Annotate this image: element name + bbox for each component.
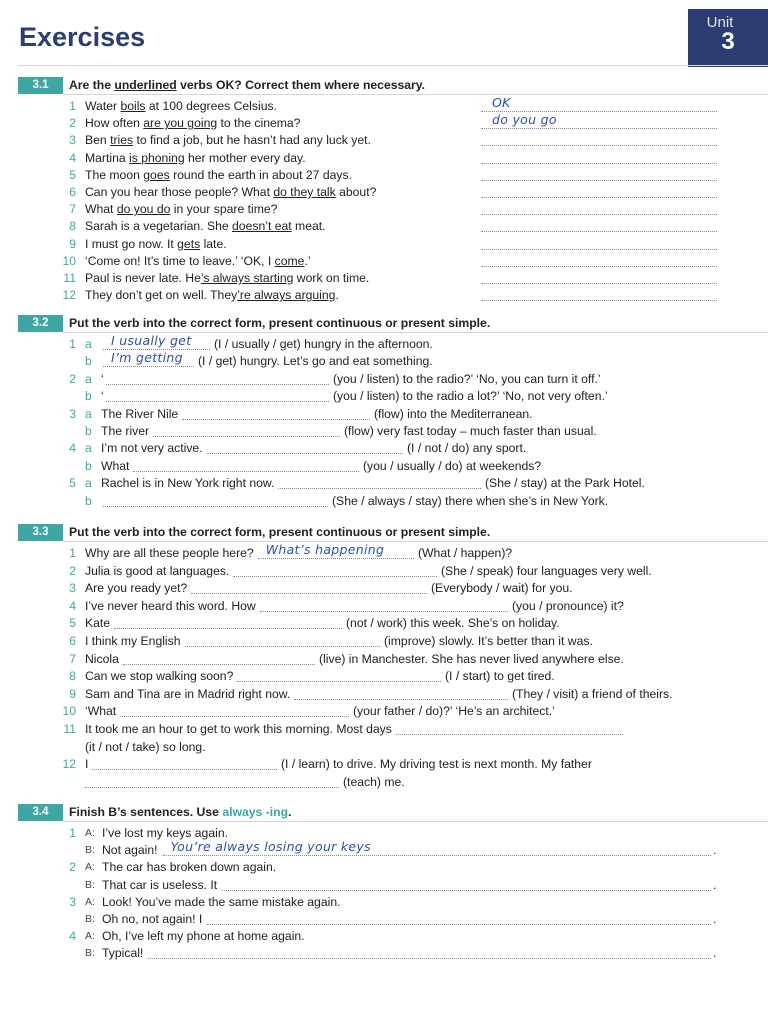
item-hint: (you / listen) to the radio a lot?’ ‘No, not very often.’: [333, 389, 608, 404]
unit-label: Unit: [706, 14, 734, 31]
item-sentence: [85, 218, 326, 235]
item-letter: b: [85, 424, 92, 438]
exercise-item: [0, 423, 768, 440]
exercise-item: [0, 475, 768, 492]
underlined-verb: gets: [177, 236, 201, 251]
item-number: 3: [69, 894, 76, 909]
item-letter: b: [85, 389, 92, 404]
sentence-part: in your spare time?: [170, 202, 278, 217]
exercise-item: [0, 406, 768, 423]
handwritten-answer: I’m getting: [111, 350, 183, 366]
answer-blank[interactable]: [233, 576, 437, 577]
answer-blank[interactable]: [114, 628, 342, 629]
exercise-instruction: Put the verb into the correct form, present continuous or present simple.: [69, 525, 491, 539]
item-sentence: [85, 132, 371, 149]
sentence-part: .’: [304, 253, 311, 268]
answer-blank[interactable]: [258, 558, 414, 559]
item-hint: (live) in Manchester. She has never lived anywhere else.: [319, 651, 624, 666]
item-prompt: The River Nile: [101, 406, 179, 421]
item-number: 9: [69, 686, 76, 701]
exercise-item: [0, 167, 768, 184]
item-hint: (not / work) this week. She’s on holiday.: [346, 616, 560, 631]
item-sentence: [85, 236, 227, 253]
speaker-b-label: B:: [85, 844, 95, 857]
item-prompt: I’ve never heard this word. How: [85, 598, 256, 613]
sentence-part: ‘Come on! It’s time to leave.’ ‘OK, I: [85, 253, 275, 268]
dialogue-line-a: [0, 859, 768, 876]
exercise-header: [0, 315, 768, 332]
exercise-item: [0, 756, 768, 773]
answer-blank[interactable]: [185, 646, 380, 647]
speaker-b-line: Oh no, not again! I: [102, 912, 203, 926]
item-number: 12: [62, 288, 76, 303]
exercise-item: [0, 184, 768, 201]
dialogue-line-b: [0, 945, 768, 962]
exercise-item: [0, 350, 768, 370]
exercise-item: [0, 440, 768, 457]
sentence-part: Ben: [85, 133, 111, 148]
sentence-part: Water: [85, 99, 121, 113]
answer-blank[interactable]: [207, 924, 711, 925]
item-number: 8: [69, 219, 76, 234]
answer-blank[interactable]: [481, 231, 717, 232]
exercise-item: [0, 633, 768, 650]
answer-blank[interactable]: [260, 611, 508, 612]
sentence-part: meat.: [291, 219, 326, 234]
item-hint: (improve) slowly. It’s better than it was.: [384, 634, 593, 648]
unit-number: 3: [721, 28, 735, 55]
answer-blank[interactable]: [103, 366, 194, 367]
item-prompt: What: [101, 458, 130, 473]
exercise-item: [0, 615, 768, 632]
item-prompt: Rachel is in New York right now.: [101, 476, 275, 491]
speaker-a-label: A:: [85, 930, 95, 943]
exercise-item: [0, 493, 768, 510]
item-number: 5: [69, 616, 76, 631]
exercise-item: [0, 270, 768, 287]
item-prompt: ‘: [101, 371, 104, 386]
item-sentence: [85, 201, 277, 218]
speaker-a-label: A:: [85, 861, 95, 874]
exercise-item: [0, 112, 768, 132]
answer-blank[interactable]: [481, 283, 717, 284]
answer-blank[interactable]: [191, 593, 427, 594]
handwritten-answer: What’s happening: [265, 542, 385, 557]
exercise-instruction: Are the underlined verbs OK? Correct them where necessary.: [69, 78, 426, 92]
exercise-number-badge: 3.3: [18, 524, 63, 541]
item-hint: (Everybody / wait) for you.: [431, 581, 573, 596]
answer-blank[interactable]: [120, 716, 349, 717]
underlined-verb: goes: [143, 167, 170, 182]
underlined-verb: are you going: [143, 116, 218, 131]
dialogue-line-a: [0, 928, 768, 945]
item-hint: (I / start) to get tired.: [445, 669, 555, 684]
item-hint: (She / stay) at the Park Hotel.: [485, 476, 645, 491]
sentence-part: late.: [200, 236, 227, 251]
item-number: 7: [69, 202, 76, 217]
speaker-a-label: A:: [85, 827, 95, 839]
sentence-part: round the earth in about 27 days.: [169, 167, 352, 182]
exercise-item: [0, 132, 768, 149]
item-prompt: Sam and Tina are in Madrid right now.: [85, 686, 291, 701]
dialogue-line-b: [0, 839, 768, 859]
answer-blank[interactable]: [481, 266, 717, 267]
item-number: 5: [69, 167, 76, 182]
answer-blank[interactable]: [106, 384, 329, 385]
item-sentence: [85, 287, 339, 304]
answer-blank[interactable]: [481, 197, 717, 198]
item-hint: (She / always / stay) there when she’s in New York.: [332, 493, 609, 508]
item-sentence: [85, 167, 352, 184]
item-prompt: Can we stop walking soon?: [85, 669, 234, 684]
exercise-instruction: Put the verb into the correct form, present continuous or present simple.: [69, 316, 491, 330]
sentence-part: her mother every day.: [184, 150, 306, 165]
handwritten-answer: I usually get: [111, 333, 192, 348]
underlined-verb: is phoning: [129, 150, 185, 165]
answer-blank[interactable]: [148, 958, 711, 959]
speaker-a-line: Look! You’ve made the same mistake again.: [102, 894, 341, 909]
exercise-number-badge: 3.2: [18, 315, 63, 332]
item-letter: a: [85, 476, 92, 491]
item-prompt: Are you ready yet?: [85, 581, 188, 596]
exercise-header: [0, 77, 768, 94]
exercise-item: [0, 201, 768, 218]
exercise-item: [0, 580, 768, 597]
item-number: 12: [62, 757, 76, 772]
item-hint: (What / happen)?: [418, 546, 513, 560]
sentence-part: to find a job, but he hasn’t had any luck yet.: [133, 133, 371, 148]
sentence-part: I must go now. It: [85, 236, 178, 251]
exercise-item: [0, 236, 768, 253]
item-number: 6: [69, 185, 76, 199]
item-prompt: I: [85, 757, 89, 772]
item-letter: a: [85, 337, 92, 351]
sentence-part: work on time.: [293, 271, 370, 285]
sentence-part: The moon: [85, 167, 144, 182]
item-prompt: Julia is good at languages.: [85, 563, 230, 578]
item-number: 2: [69, 860, 76, 875]
item-prompt: It took me an hour to get to work this morning. Most days: [85, 722, 392, 736]
item-sentence: [85, 98, 277, 115]
item-number: 4: [69, 929, 76, 944]
exercise-item: [0, 150, 768, 167]
answer-blank[interactable]: [163, 855, 711, 856]
exercise-item: [0, 95, 768, 115]
answer-blank[interactable]: [153, 436, 340, 437]
exercise-number-badge: 3.4: [18, 804, 63, 821]
sentence-part: about?: [335, 185, 377, 199]
speaker-b-label: B:: [85, 878, 95, 891]
answer-blank[interactable]: [481, 249, 717, 250]
answer-blank[interactable]: [481, 145, 717, 146]
sentence-period: .: [713, 912, 717, 926]
item-sentence: [85, 270, 369, 287]
item-number: 3: [69, 133, 76, 148]
item-prompt: I’m not very active.: [101, 441, 203, 456]
answer-blank[interactable]: [182, 419, 370, 420]
answer-blank[interactable]: [481, 214, 717, 215]
item-hint: (flow) very fast today – much faster than usual.: [344, 424, 597, 438]
answer-blank[interactable]: [123, 664, 315, 665]
item-hint: (you / listen) to the radio?’ ‘No, you can turn it off.’: [333, 371, 601, 386]
item-hint: (I / usually / get) hungry in the afternoon.: [214, 337, 433, 351]
dialogue-line-a: [0, 894, 768, 911]
item-number: 1: [69, 826, 76, 840]
answer-blank[interactable]: [207, 453, 403, 454]
answer-blank[interactable]: [278, 488, 481, 489]
item-number: 11: [63, 271, 76, 285]
exercise-item: [0, 703, 768, 720]
speaker-a-label: A:: [85, 895, 95, 908]
exercise-item: [0, 651, 768, 668]
item-number: 1: [69, 337, 76, 351]
speaker-b-line: That car is useless. It: [102, 877, 218, 892]
dialogue-line-b: [0, 911, 768, 928]
item-number: 10: [62, 253, 76, 268]
exercise-item: [0, 287, 768, 304]
item-number: 1: [69, 99, 76, 113]
unit-tab: [688, 9, 768, 67]
item-number: 1: [69, 546, 76, 560]
underlined-verb: ’re always arguing: [237, 288, 336, 303]
exercise-item: [0, 218, 768, 235]
item-number: 4: [69, 598, 76, 613]
item-hint: (I / not / do) any sport.: [407, 441, 527, 456]
header-divider: [18, 65, 768, 66]
answer-blank[interactable]: [222, 890, 711, 891]
speaker-b-line: Not again!: [102, 843, 158, 858]
item-number: 7: [69, 651, 76, 666]
item-hint: (I / get) hungry. Let’s go and eat something.: [198, 354, 433, 369]
exercise-header: [0, 524, 768, 541]
sentence-part: at 100 degrees Celsius.: [145, 99, 277, 113]
item-prompt: Kate: [85, 616, 111, 631]
item-sentence: [85, 115, 300, 132]
item-number: 6: [69, 634, 76, 648]
item-number: 5: [69, 476, 76, 491]
item-letter: b: [85, 354, 92, 369]
item-letter: a: [85, 441, 92, 456]
item-number: 9: [69, 236, 76, 251]
item-hint: (flow) into the Mediterranean.: [374, 406, 533, 421]
item-number: 10: [62, 704, 76, 719]
item-hint: (She / speak) four languages very well.: [441, 563, 652, 578]
item-prompt: Nicola: [85, 651, 119, 666]
item-number: 8: [69, 669, 76, 684]
item-prompt: ‘: [101, 389, 104, 404]
item-hint: (I / learn) to drive. My driving test is next month. My father: [281, 757, 592, 772]
item-number: 4: [69, 150, 76, 165]
sentence-part: Sarah is a vegetarian. She: [85, 219, 233, 234]
sentence-part: Martina: [85, 150, 130, 165]
exercise-item: [0, 253, 768, 270]
answer-blank[interactable]: [396, 734, 623, 735]
exercise-item: [0, 598, 768, 615]
item-prompt: ‘What: [85, 704, 117, 719]
sentence-period: .: [713, 946, 717, 961]
item-number: 4: [69, 441, 76, 456]
underlined-verb: tries: [110, 133, 134, 148]
sentence-part: Paul is never late. He: [85, 271, 201, 285]
answer-blank[interactable]: [106, 401, 329, 402]
exercise-item: [0, 388, 768, 405]
answer-blank[interactable]: [481, 180, 717, 181]
dialogue-line-b: [0, 877, 768, 894]
answer-blank[interactable]: [481, 163, 717, 164]
item-prompt: I think my English: [85, 634, 181, 648]
underlined-verb: come: [274, 253, 305, 268]
sentence-part: What: [85, 202, 117, 217]
sentence-part: How often: [85, 116, 144, 131]
sentence-period: .: [713, 843, 717, 858]
exercise-divider: [63, 94, 768, 95]
item-number: 3: [69, 406, 76, 421]
item-letter: b: [85, 458, 92, 473]
exercise-item-continued: [0, 739, 768, 756]
item-letter: b: [85, 493, 92, 508]
item-sentence: [85, 184, 376, 201]
underlined-verb: boils: [120, 99, 146, 113]
item-number: 2: [69, 371, 76, 386]
answer-blank[interactable]: [85, 787, 339, 788]
speaker-a-line: Oh, I’ve left my phone at home again.: [102, 929, 305, 944]
item-number: 3: [69, 581, 76, 596]
speaker-b-label: B:: [85, 913, 95, 925]
underlined-verb: doesn’t eat: [232, 219, 292, 234]
sentence-period: .: [713, 877, 717, 892]
speaker-b-line: Typical!: [102, 946, 144, 961]
exercise-header: [0, 804, 768, 821]
item-prompt: Why are all these people here?: [85, 546, 254, 560]
item-hint: (teach) me.: [343, 774, 405, 789]
underlined-verb: ’s always starting: [200, 271, 294, 285]
item-number: 11: [63, 722, 76, 736]
item-hint: (you / usually / do) at weekends?: [363, 458, 542, 473]
answer-blank[interactable]: [103, 506, 328, 507]
item-number: 2: [69, 563, 76, 578]
exercise-item: [0, 686, 768, 703]
exercise-item: [0, 371, 768, 388]
item-hint: (it / not / take) so long.: [85, 739, 206, 754]
item-sentence: [85, 150, 306, 167]
item-hint: (They / visit) a friend of theirs.: [512, 686, 673, 701]
sentence-part: They don’t get on well. They: [85, 288, 238, 303]
sentence-part: .: [335, 288, 339, 303]
underlined-verb: do they talk: [273, 185, 336, 199]
answer-blank[interactable]: [294, 699, 508, 700]
item-prompt: The river: [101, 424, 150, 438]
exercise-number-badge: 3.1: [18, 77, 63, 94]
exercise-divider: [63, 541, 768, 542]
answer-blank[interactable]: [237, 681, 441, 682]
exercise-item: [0, 668, 768, 685]
exercise-item-continued: [0, 774, 768, 791]
item-sentence: [85, 253, 311, 270]
page-title: Exercises: [19, 22, 146, 52]
item-hint: (you / pronounce) it?: [512, 598, 624, 613]
exercise-item: [0, 563, 768, 580]
handwritten-answer: do you go: [492, 112, 557, 128]
dialogue-line-a: [0, 825, 768, 842]
handwritten-answer: You’re always losing your keys: [170, 839, 371, 855]
exercise-instruction: Finish B’s sentences. Use always -ing.: [69, 805, 292, 819]
speaker-a-line: I’ve lost my keys again.: [102, 826, 228, 840]
exercise-item: [0, 721, 768, 738]
item-letter: a: [85, 406, 92, 421]
exercise-item: [0, 542, 768, 562]
item-letter: a: [85, 371, 92, 386]
sentence-part: Can you hear those people? What: [85, 185, 274, 199]
handwritten-answer: OK: [492, 95, 511, 110]
sentence-part: to the cinema?: [217, 116, 301, 131]
speaker-b-label: B:: [85, 947, 95, 960]
exercise-item: [0, 458, 768, 475]
speaker-a-line: The car has broken down again.: [102, 860, 277, 875]
answer-blank[interactable]: [481, 300, 717, 301]
item-number: 2: [69, 116, 76, 131]
item-hint: (your father / do)?’ ‘He’s an architect.’: [353, 704, 555, 719]
exercise-divider: [63, 821, 768, 822]
answer-blank[interactable]: [133, 471, 359, 472]
answer-blank[interactable]: [481, 128, 717, 129]
answer-blank[interactable]: [92, 769, 277, 770]
underlined-verb: do you do: [116, 202, 171, 217]
